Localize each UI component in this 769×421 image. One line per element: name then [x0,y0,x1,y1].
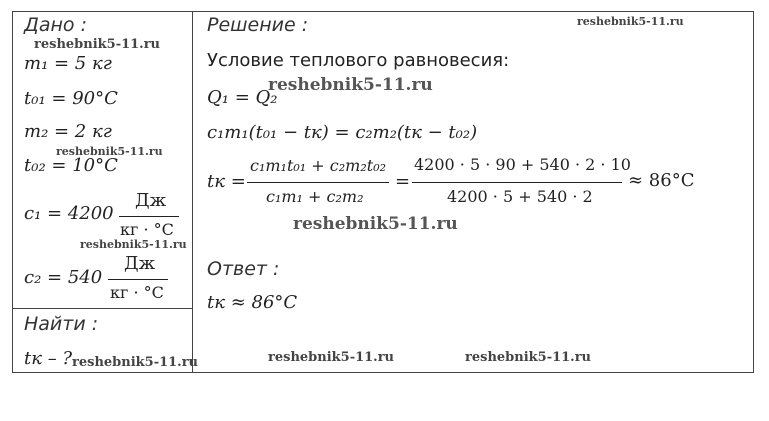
watermark: reshebnik5-11.ru [577,15,684,28]
watermark: reshebnik5-11.ru [56,145,163,158]
formula-denominator: c₁m₁ + c₂m₂ [266,187,364,206]
given-m2: m₂ = 2 кг [24,121,112,142]
watermark: reshebnik5-11.ru [34,37,161,52]
heat-balance-expanded: c₁m₁(t₀₁ − tк) = c₂m₂(tк − t₀₂) [207,122,478,143]
given-c2-unit-den: кг · °C [110,283,164,302]
given-m1: m₁ = 5 кг [24,53,112,74]
given-header: Дано : [24,14,87,36]
given-c2-fraction-bar [108,279,168,280]
given-c1: c₁ = 4200 [24,203,114,224]
given-t01: t₀₁ = 90°C [24,88,118,109]
numeric-denominator: 4200 · 5 + 540 · 2 [447,187,593,206]
watermark: reshebnik5-11.ru [80,238,187,251]
solution-header: Решение : [207,14,309,36]
find-header: Найти : [24,313,99,335]
answer-header: Ответ : [207,258,280,280]
given-c1-fraction-bar [119,216,179,217]
formula-numerator: c₁m₁t₀₁ + c₂m₂t₀₂ [250,156,387,175]
formula-fraction-bar [247,182,389,183]
watermark: reshebnik5-11.ru [293,214,458,234]
given-c1-unit-num: Дж [135,190,167,211]
heat-balance-equation: Q₁ = Q₂ [207,87,278,108]
numeric-fraction-bar [412,182,622,183]
answer-value: tк ≈ 86°C [207,292,298,313]
given-c2-unit-num: Дж [124,253,156,274]
numeric-numerator: 4200 · 5 · 90 + 540 · 2 · 10 [414,155,631,174]
given-c2: c₂ = 540 [24,267,103,288]
watermark: reshebnik5-11.ru [268,75,433,95]
formula-result: ≈ 86°C [628,170,695,191]
equilibrium-condition: Условие теплового равновесия: [207,50,510,71]
watermark: reshebnik5-11.ru [72,355,199,370]
given-c1-unit-den: кг · °C [120,220,174,239]
find-unknown: tк – ? [24,348,73,369]
watermark: reshebnik5-11.ru [465,350,592,365]
equals-sign: = [395,171,411,192]
given-t02: t₀₂ = 10°C [24,155,118,176]
tk-label: tк = [207,171,246,192]
watermark: reshebnik5-11.ru [268,350,395,365]
